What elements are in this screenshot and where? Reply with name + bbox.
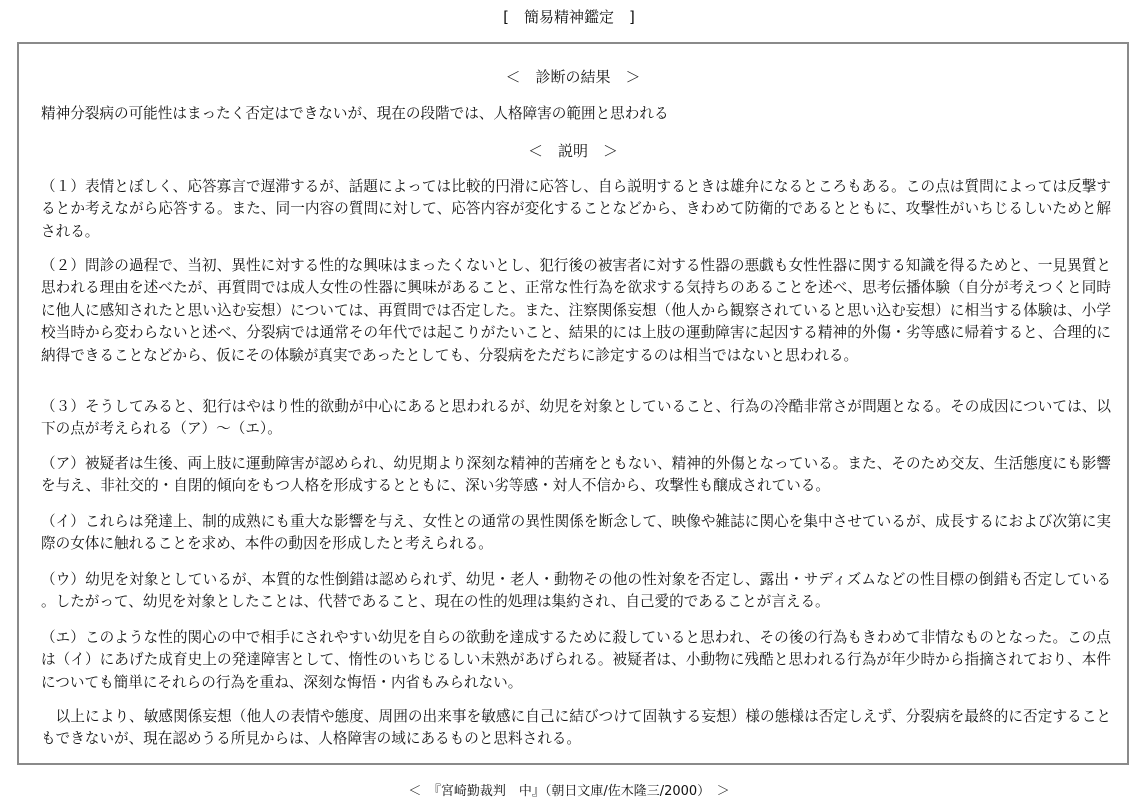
page-title: [ 簡易精神鑑定 ] (503, 8, 635, 26)
explanation-paragraph-e: （エ）このような性的関心の中で相手にされやすい幼児を自らの欲動を達成するために殺していると思われ、その後の行為もきわめて非情なものとなった。この点は（イ）にあげた成育史上の発達障害として、惰性のいちじるしい未熟があげられる。被疑者は、小動物に残酷と思われる行為が年少時から指摘されており、本件についても簡単にそれらの行為を重ね、深刻な悔悟・内省もみられない。 (41, 629, 1111, 691)
explanation-paragraph-3: （３）そうしてみると、犯行はやはり性的欲動が中心にあると思われるが、幼児を対象としていること、行為の冷酷非常さが問題となる。その成因については、以下の点が考えられる（ア）〜（エ）。 (41, 398, 1111, 438)
source-citation: ＜ 『宮崎勤裁判 中』（朝日文庫/佐木隆三/2000） ＞ (408, 784, 730, 799)
explanation-paragraph-a: （ア）被疑者は生後、両上肢に運動障害が認められ、幼児期より深刻な精神的苦痛をともない、精神的外傷となっている。また、そのため交友、生活態度にも影響を与え、非社交的・自閉的傾向をもつ人格を形成するとともに、深い劣等感・対人不信から、攻撃性も醸成されている。 (41, 455, 1111, 495)
explanation-paragraph-2: （２）問診の過程で、当初、異性に対する性的な興味はまったくないとし、犯行後の被害者に対する性器の悪戯も女性性器に関する知識を得るためと、一見異質と思われる理由を述べたが、再質問では成人女性の性器に興味があること、正常な性行為を欲求する気持ちのあることを述べ、思考伝播体験（自分が考えつくと同時に他人に感知されたと思い込む妄想）については、再質問では否定した。また、注察関係妄想（他人から観察されていると思い込む妄想）に相当する体験は、小学校当時から変わらないと述べ、分裂病では通常その年代では起こりがたいこと、結果的には上肢の運動障害に起因する精神的外傷・劣等感に帰着すると、合理的に納得できることなどから、仮にその体験が真実であったとしても、分裂病をただちに診定するのは相当ではないと思われる。 (41, 257, 1111, 364)
explanation-paragraph-u: （ウ）幼児を対象としているが、本質的な性倒錯は認められず、幼児・老人・動物その他の性対象を否定し、露出・サディズムなどの性目標の倒錯も否定している。したがって、幼児を対象としたことは、代替であること、現在の性的処理は集約され、自己愛的であることが言える。 (41, 571, 1111, 611)
result-text: 精神分裂病の可能性はまったく否定はできないが、現在の段階では、人格障害の範囲と思われる (41, 105, 669, 122)
result-heading: ＜ 診断の結果 ＞ (505, 68, 641, 86)
explanation-paragraph-1: （１）表情とぼしく、応答寡言で遅滞するが、話題によっては比較的円滑に応答し、自ら説明するときは雄弁になるところもある。この点は質問によっては反撃するとか考えながら応答する。また、同一内容の質問に対して、応答内容が変化することなどから、きわめて防衛的であるとともに、攻撃性がいちじるしいためと解される。 (41, 178, 1111, 240)
conclusion-paragraph: 以上により、敏感関係妄想（他人の表情や態度、周囲の出来事を敏感に自己に結びつけて固執する妄想）様の態様は否定しえず、分裂病を最終的に否定することもできないが、現在認めうる所見からは、人格障害の域にあるものと思料される。 (41, 708, 1111, 748)
appraisal-panel (17, 42, 1129, 765)
explanation-heading: ＜ 説明 ＞ (527, 142, 618, 160)
explanation-paragraph-i: （イ）これらは発達上、制的成熟にも重大な影響を与え、女性との通常の異性関係を断念して、映像や雑誌に関心を集中させているが、成長するにおよび次第に実際の女体に触れることを求め、本件の動因を形成したと考えられる。 (41, 513, 1111, 553)
